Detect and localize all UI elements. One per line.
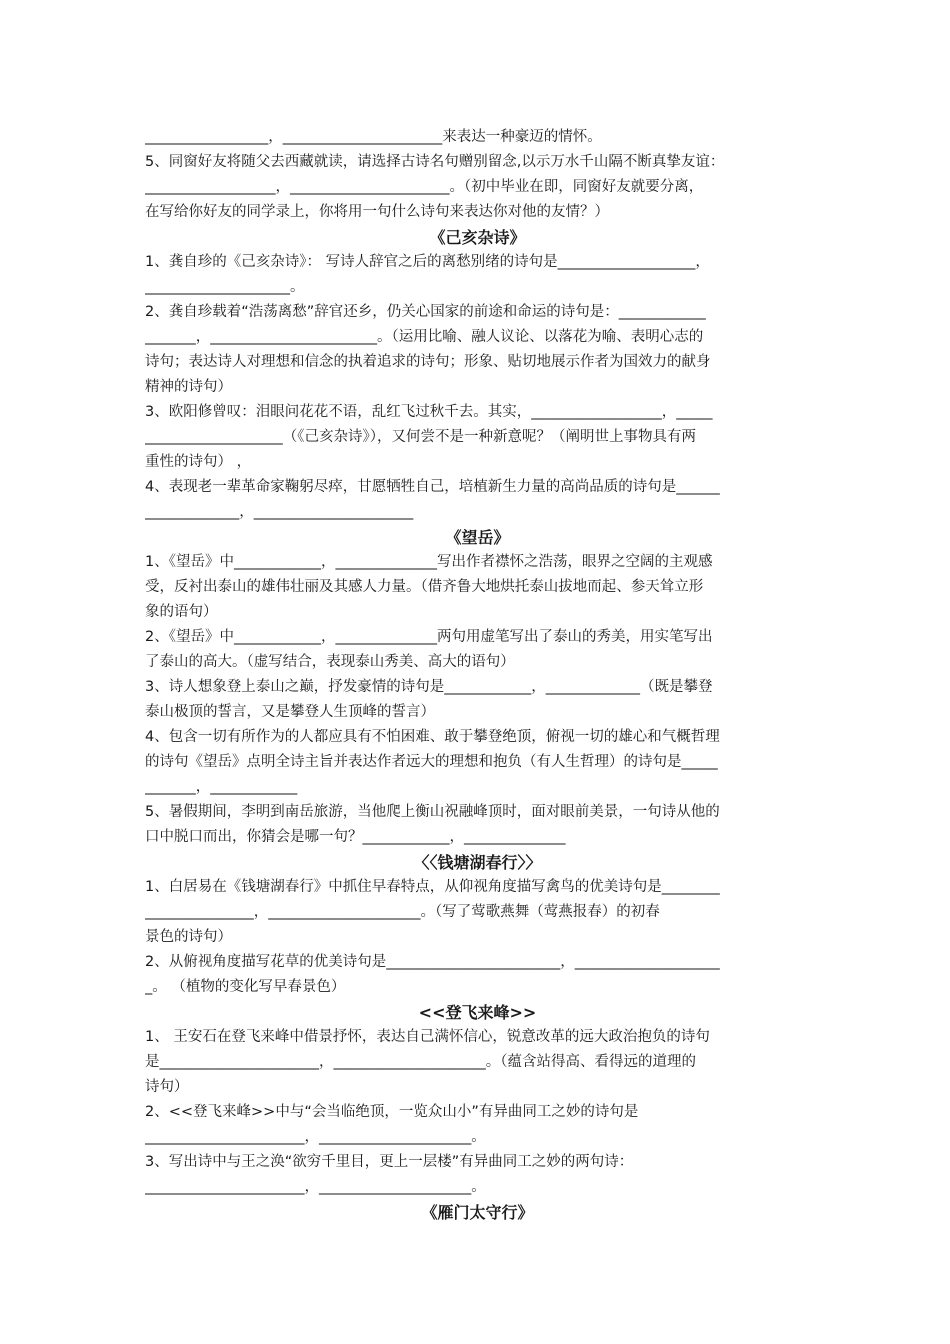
wangyue-q4-line-2: 的诗句《望岳》点明全诗主旨并表达作者远大的理想和抱负（有人生哲理）的诗句是_____	[145, 754, 718, 770]
section-heading-yanmen: 《雁门太守行》	[421, 1203, 534, 1222]
wangyue-q2-line-1: 2、《望岳》中____________，______________两句用虚笔写出了泰山的秀美，用实笔写出	[145, 629, 713, 645]
wangyue-q3-line-1: 3、诗人想象登上泰山之巅，抒发豪情的诗句是____________，_____________（既是攀登	[145, 679, 713, 695]
wangyue-q4-line-3: _______，____________	[145, 779, 298, 795]
q-prev5-line-2: __________________，______________________。（初中毕业在即，同窗好友就要分离，	[145, 179, 704, 195]
q-prev-line-1: _________________，______________________来表达一种豪迈的情怀。	[145, 129, 602, 145]
feilaifeng-q2-line-2: ______________________，_____________________。	[145, 1129, 486, 1145]
feilaifeng-q3-line-1: 3、写出诗中与王之涣“欲穷千里目，更上一层楼”有异曲同工之妙的两句诗：	[145, 1154, 634, 1170]
jihai-q3-line-3: 重性的诗句） ，	[145, 454, 252, 470]
wangyue-q2-line-2: 了泰山的高大。（虚写结合，表现泰山秀美、高大的语句）	[145, 654, 515, 670]
jihai-q2-line-3: 诗句；表达诗人对理想和信念的执着追求的诗句；形象、贴切地展示作者为国效力的献身	[145, 354, 711, 370]
qiantang-q2-line-1: 2、从俯视角度描写花草的优美诗句是________________________，____________________	[145, 954, 720, 970]
wangyue-q4-line-1: 4、包含一切有所作为的人都应具有不怕困难、敢于攀登绝顶，俯视一切的雄心和气概哲理	[145, 729, 720, 745]
wangyue-q1-line-1: 1、《望岳》中____________，______________写出作者襟怀之浩荡，眼界之空阔的主观感	[145, 554, 713, 570]
jihai-q3-line-1: 3、欧阳修曾叹：泪眼问花花不语，乱红飞过秋千去。其实，__________________，_____	[145, 404, 713, 420]
feilaifeng-q1-line-3: 诗句）	[145, 1079, 189, 1095]
section-heading-feilaifeng: <<登飞来峰>>	[418, 1003, 537, 1022]
jihai-q1-line-1: 1、龚自珍的《己亥杂诗》： 写诗人辞官之后的离愁别绪的诗句是___________________，	[145, 254, 710, 270]
wangyue-q3-line-2: 泰山极顶的誓言，又是攀登人生顶峰的誓言）	[145, 704, 435, 720]
wangyue-q5-line-1: 5、暑假期间，李明到南岳旅游，当他爬上衡山祝融峰顶时，面对眼前美景，一句诗从他的	[145, 804, 720, 820]
wangyue-q1-line-3: 象的语句）	[145, 604, 218, 620]
jihai-q4-line-2: _____________，______________________	[145, 504, 414, 520]
jihai-q4-line-1: 4、表现老一辈革命家鞠躬尽瘁，甘愿牺牲自己，培植新生力量的高尚品质的诗句是______	[145, 479, 720, 495]
feilaifeng-q1-line-1: 1、 王安石在登飞来峰中借景抒怀，表达自己满怀信心，锐意改革的远大政治抱负的诗句	[145, 1029, 710, 1045]
q-prev5-line-3: 在写给你好友的同学录上，你将用一句什么诗句来表达你对他的友情？）	[145, 204, 609, 220]
wangyue-q5-line-2: 口中脱口而出，你猜会是哪一句？____________，______________	[145, 829, 566, 845]
qiantang-q1-line-2: _______________，_____________________。（写了莺歌燕舞（莺燕报春）的初春	[145, 904, 660, 920]
jihai-q1-line-2: ____________________。	[145, 279, 305, 295]
jihai-q2-line-2: _______，_______________________。（运用比喻、融人议论、以落花为喻、表明心志的	[145, 329, 704, 345]
qiantang-q2-line-2: _。 （植物的变化写早春景色）	[145, 979, 346, 995]
jihai-q3-line-2: ___________________（《己亥杂诗》），又何尝不是一种新意呢？（阐明世上事物具有两	[145, 429, 696, 445]
q-prev5-line-1: 5、同窗好友将随父去西藏就读，请选择古诗名句赠别留念,以示万水千山隔不断真挚友谊：	[145, 154, 725, 170]
worksheet-body	[145, 125, 810, 1225]
section-heading-jihai: 《己亥杂诗》	[429, 228, 526, 247]
wangyue-q1-line-2: 受，反衬出泰山的雄伟壮丽及其感人力量。（借齐鲁大地烘托泰山拔地而起、参天耸立形	[145, 579, 704, 595]
section-heading-qiantang: 〈〈钱塘湖春行〉〉	[413, 853, 542, 872]
jihai-q2-line-1: 2、龚自珍载着“浩荡离愁”辞官还乡，仍关心国家的前途和命运的诗句是：____________	[145, 304, 706, 320]
feilaifeng-q1-line-2: 是______________________，_____________________。（蕴含站得高、看得远的道理的	[145, 1054, 696, 1070]
qiantang-q1-line-1: 1、白居易在《钱塘湖春行》中抓住早春特点，从仰视角度描写禽鸟的优美诗句是________	[145, 879, 720, 895]
jihai-q2-line-4: 精神的诗句）	[145, 379, 232, 395]
qiantang-q1-line-3: 景色的诗句）	[145, 929, 232, 945]
section-heading-wangyue: 《望岳》	[445, 528, 510, 547]
feilaifeng-q2-line-1: 2、<<登飞来峰>>中与“会当临绝顶，一览众山小”有异曲同工之妙的诗句是	[145, 1104, 639, 1120]
feilaifeng-q3-line-2: ______________________，_____________________。	[145, 1179, 486, 1195]
